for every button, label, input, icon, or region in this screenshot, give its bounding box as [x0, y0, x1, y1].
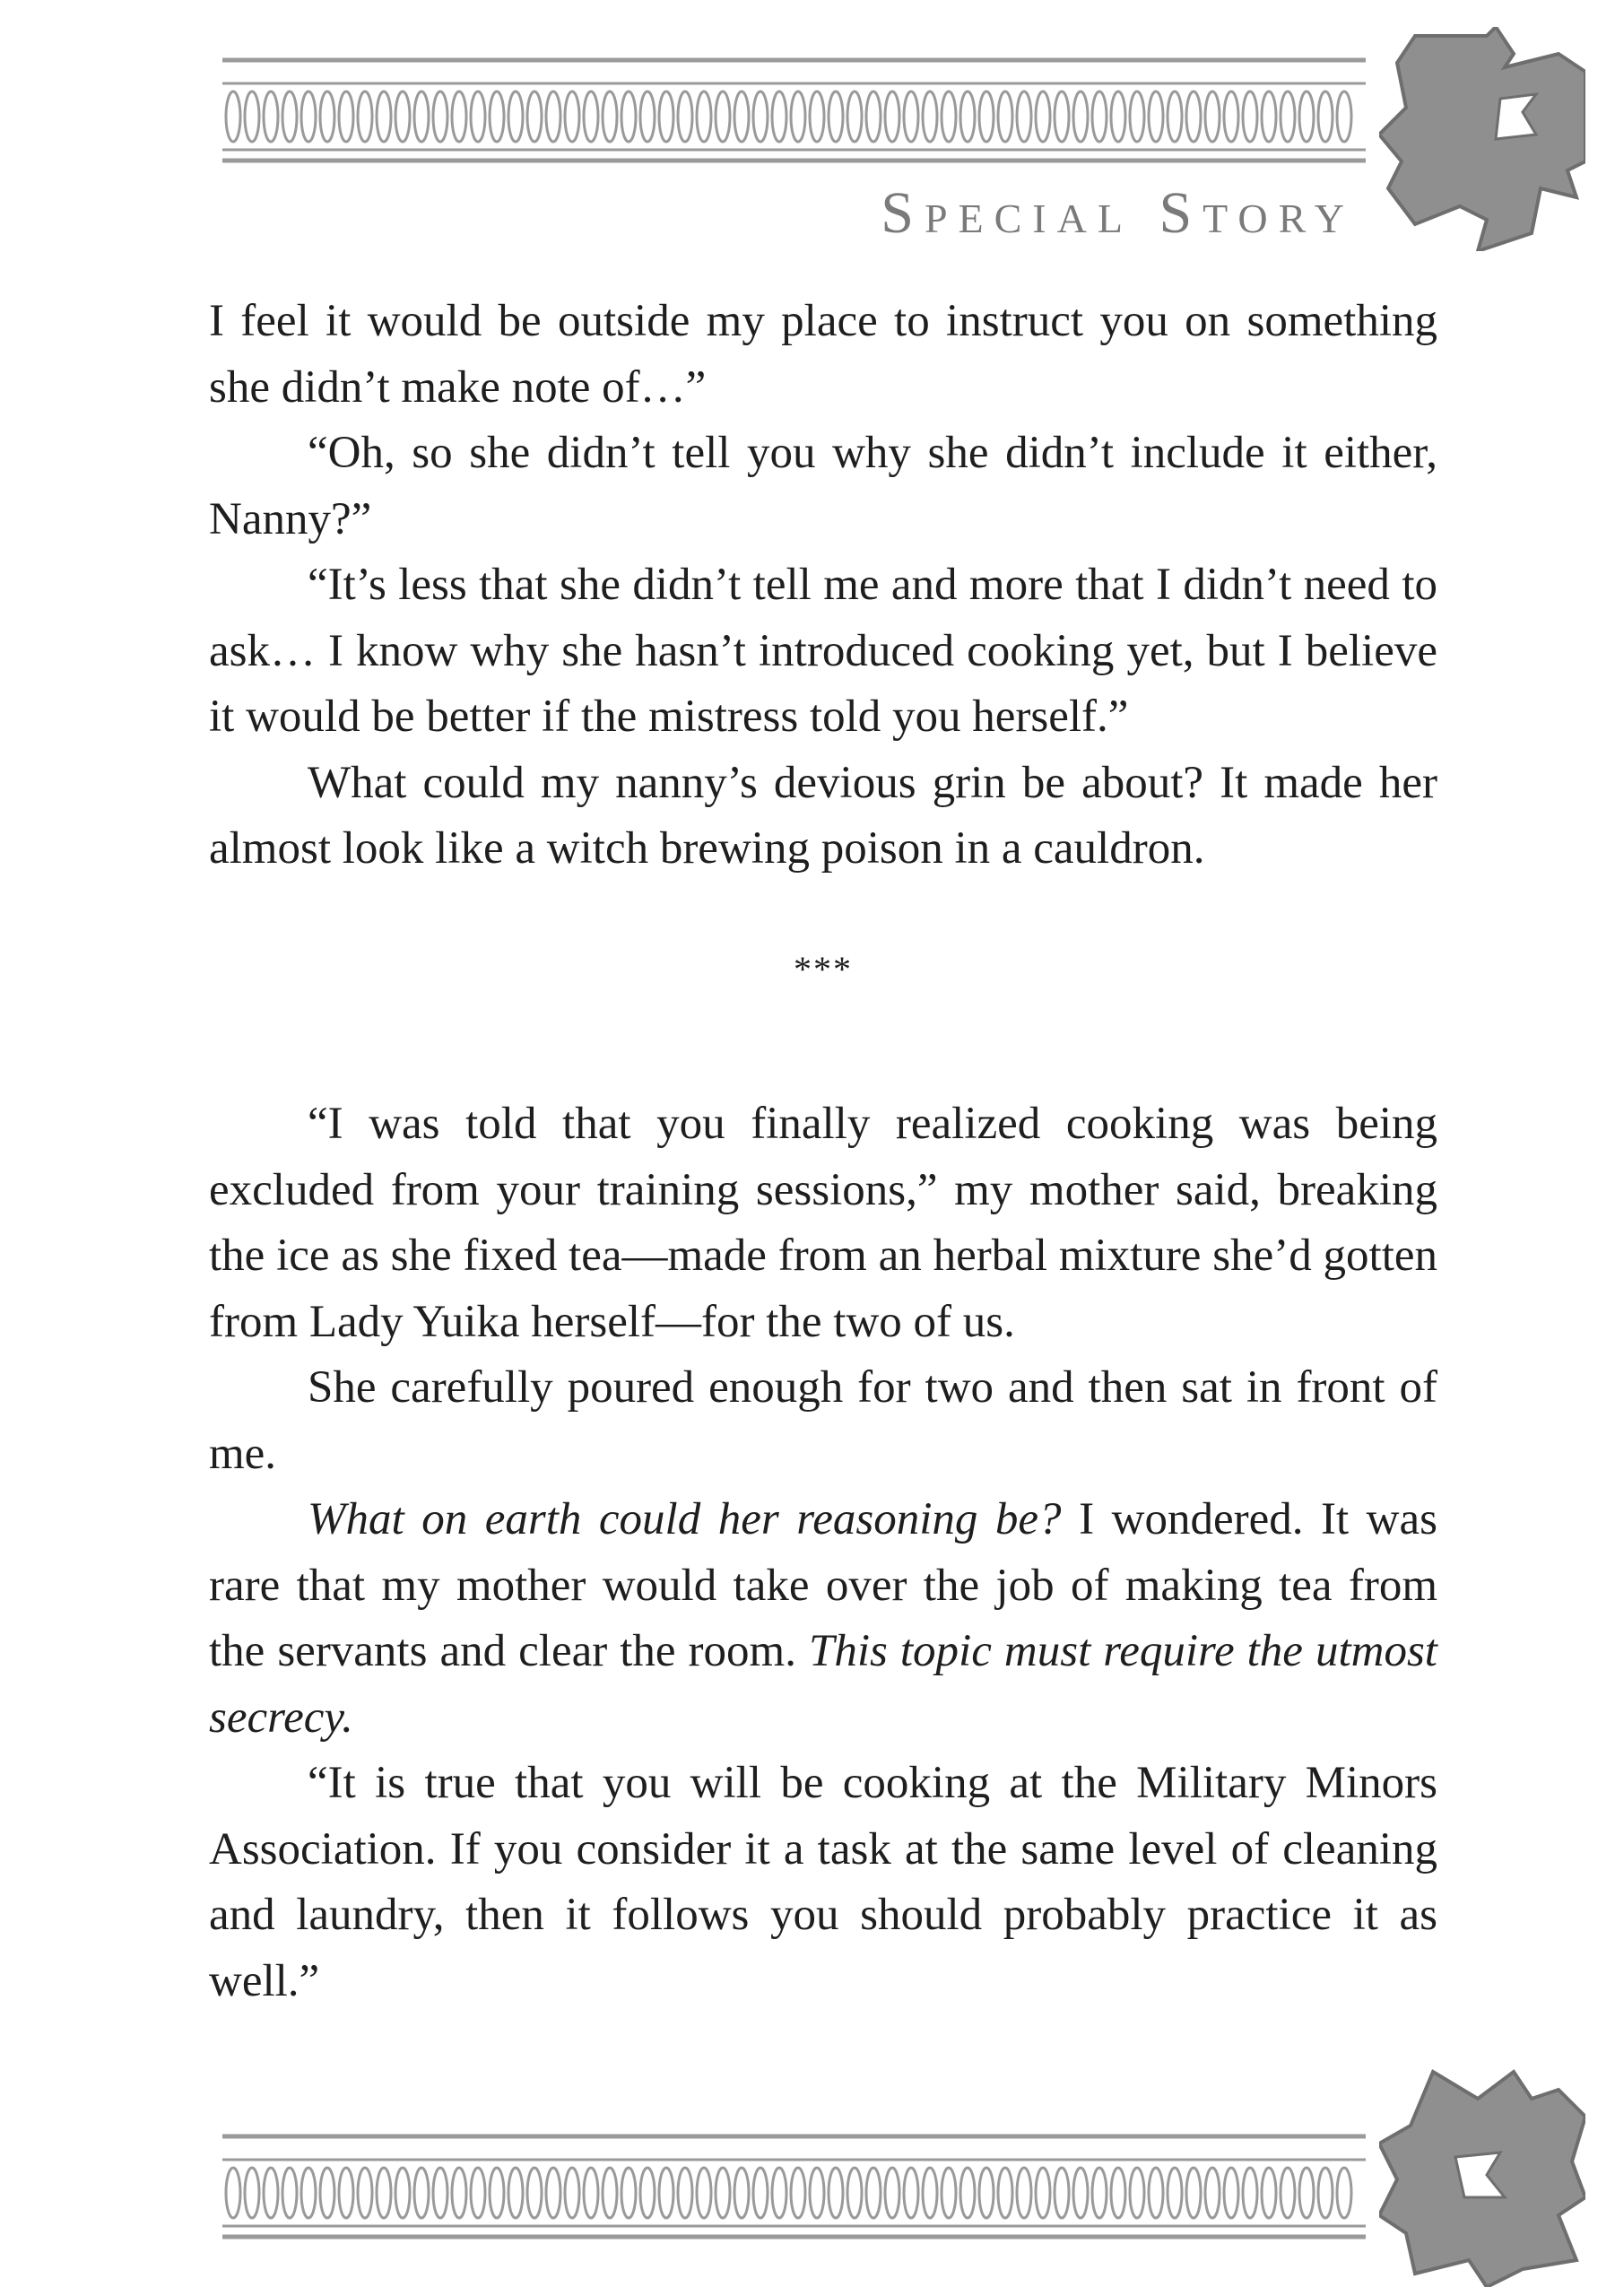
chain-link	[1186, 91, 1201, 142]
chain-link	[659, 2168, 673, 2218]
chain-link	[603, 91, 617, 142]
chain-link	[452, 2168, 466, 2218]
chain-link	[1017, 2168, 1031, 2218]
chain-link	[621, 91, 636, 142]
chain-link-border-icon	[222, 2126, 1366, 2242]
paragraph	[209, 1487, 1437, 1751]
chain-link	[471, 2168, 485, 2218]
paragraph-text: I wondered. It was rare that my mother would take over the job of making tea from the servants and clear the room.	[209, 1494, 1437, 1676]
chain-link	[395, 91, 410, 142]
chain-link	[339, 91, 353, 142]
chain-link	[282, 2168, 297, 2218]
bottom-border-ornament	[222, 2126, 1366, 2242]
chain-link	[226, 2168, 240, 2218]
chain-link	[810, 91, 824, 142]
chain-link	[734, 2168, 749, 2218]
page-body	[209, 289, 1437, 2014]
paragraph: “Oh, so she didn’t tell you why she didn’t include it either, Nanny?”	[209, 428, 1437, 544]
chain-link	[433, 91, 447, 142]
puzzle-piece-corner-icon	[1379, 2063, 1585, 2287]
chain-link-border-icon	[222, 49, 1366, 166]
chain-link	[960, 2168, 975, 2218]
chain-link	[282, 91, 297, 142]
chain-link	[1243, 91, 1257, 142]
chain-link	[226, 91, 240, 142]
chain-link	[678, 91, 692, 142]
chain-link	[772, 2168, 786, 2218]
chain-link	[546, 2168, 560, 2218]
chain-link	[697, 91, 711, 142]
chain-link	[471, 91, 485, 142]
chain-link	[301, 2168, 316, 2218]
chain-link	[753, 91, 768, 142]
chain-link	[734, 91, 749, 142]
chain-link	[565, 2168, 579, 2218]
chain-link	[885, 2168, 899, 2218]
chain-link	[1299, 2168, 1314, 2218]
chain-link	[979, 2168, 994, 2218]
paragraph: “It is true that you will be cooking at the Military Minors Association. If you consider it a task at the same level of cleaning and laundry, then it follows you should probably practice it as well.”	[209, 1758, 1437, 2006]
chain-link	[1055, 2168, 1069, 2218]
chain-link	[320, 2168, 334, 2218]
chain-link	[1205, 91, 1220, 142]
chain-link	[998, 91, 1012, 142]
paragraph: She carefully poured enough for two and then sat in front of me.	[209, 1362, 1437, 1479]
chain-link	[452, 91, 466, 142]
chain-link	[527, 2168, 542, 2218]
chain-link	[490, 91, 504, 142]
italic-thought: This topic must require the utmost secrecy.	[209, 1626, 1437, 1743]
chain-link	[1318, 91, 1333, 142]
chain-link	[1337, 91, 1351, 142]
chain-link	[866, 91, 881, 142]
chain-link	[1262, 2168, 1276, 2218]
chain-link	[847, 2168, 862, 2218]
chain-link	[395, 2168, 410, 2218]
chain-link	[960, 91, 975, 142]
chain-link	[772, 91, 786, 142]
chain-link	[659, 91, 673, 142]
paragraph: “I was told that you finally realized cooking was being excluded from your training sessions,” my mother said, breaking the ice as she fixed tea—made from an herbal mixture she’d gotten from Lady Yuika herself—for the two of us.	[209, 1099, 1437, 1347]
chain-link	[433, 2168, 447, 2218]
chain-link	[1262, 91, 1276, 142]
chain-link	[1318, 2168, 1333, 2218]
chain-link	[245, 2168, 259, 2218]
chain-link	[1149, 91, 1163, 142]
chain-link	[829, 2168, 843, 2218]
chain-link	[640, 2168, 655, 2218]
chain-link	[942, 91, 956, 142]
chain-link	[414, 91, 429, 142]
chain-link	[942, 2168, 956, 2218]
chain-link	[866, 2168, 881, 2218]
chain-link	[1036, 91, 1050, 142]
chain-link	[1186, 2168, 1201, 2218]
chain-link	[320, 91, 334, 142]
chain-link	[527, 91, 542, 142]
chain-link	[1130, 2168, 1144, 2218]
paragraph: What could my nanny’s devious grin be about? It made her almost look like a witch brewing poison in a cauldron.	[209, 757, 1437, 874]
chain-link	[339, 2168, 353, 2218]
chain-link	[791, 2168, 805, 2218]
chain-link	[603, 2168, 617, 2218]
chain-link	[1224, 91, 1238, 142]
chain-link	[490, 2168, 504, 2218]
chain-link	[584, 91, 598, 142]
chain-link	[584, 2168, 598, 2218]
chain-link	[508, 91, 523, 142]
paragraph: “It’s less that she didn’t tell me and more that I didn’t need to ask… I know why she hasn’t introduced cooking yet, but I believe it would be better if the mistress told you herself.”	[209, 560, 1437, 742]
paragraph: I feel it would be outside my place to instruct you on something she didn’t make note of…”	[209, 296, 1437, 413]
chain-link	[264, 91, 278, 142]
chain-link	[1243, 2168, 1257, 2218]
chain-link	[904, 2168, 918, 2218]
chain-link	[621, 2168, 636, 2218]
chain-link	[264, 2168, 278, 2218]
chain-link	[640, 91, 655, 142]
chain-link	[1337, 2168, 1351, 2218]
chain-link	[1281, 2168, 1295, 2218]
chain-link	[753, 2168, 768, 2218]
chain-link	[1224, 2168, 1238, 2218]
chain-link	[697, 2168, 711, 2218]
chain-link	[923, 91, 937, 142]
chain-link	[829, 91, 843, 142]
chain-link	[1168, 2168, 1182, 2218]
chain-link	[998, 2168, 1012, 2218]
chain-link	[1036, 2168, 1050, 2218]
section-title: Special Story	[881, 180, 1355, 246]
chain-link	[1205, 2168, 1220, 2218]
chain-link	[1073, 2168, 1088, 2218]
scene-break: ***	[794, 948, 853, 989]
chain-link	[358, 2168, 372, 2218]
chain-link	[1092, 91, 1107, 142]
chain-link	[1299, 91, 1314, 142]
chain-link	[678, 2168, 692, 2218]
chain-link	[904, 91, 918, 142]
chain-link	[810, 2168, 824, 2218]
chain-link	[508, 2168, 523, 2218]
chain-link	[377, 91, 391, 142]
chain-link	[1168, 91, 1182, 142]
top-border-ornament	[222, 49, 1366, 166]
chain-link	[1017, 91, 1031, 142]
chain-link	[923, 2168, 937, 2218]
chain-link	[1111, 91, 1125, 142]
chain-link	[546, 91, 560, 142]
italic-thought: What on earth could her reasoning be?	[308, 1494, 1062, 1544]
chain-link	[1073, 91, 1088, 142]
chain-link	[414, 2168, 429, 2218]
puzzle-piece-corner-icon	[1379, 27, 1585, 251]
chain-link	[245, 91, 259, 142]
chain-link	[979, 91, 994, 142]
chain-link	[847, 91, 862, 142]
chain-link	[358, 91, 372, 142]
chain-link	[565, 91, 579, 142]
chain-link	[1149, 2168, 1163, 2218]
chain-link	[716, 91, 730, 142]
chain-link	[1111, 2168, 1125, 2218]
chain-link	[1055, 91, 1069, 142]
chain-link	[1281, 91, 1295, 142]
chain-link	[791, 91, 805, 142]
chain-link	[1130, 91, 1144, 142]
chain-link	[301, 91, 316, 142]
chain-link	[1092, 2168, 1107, 2218]
chain-link	[377, 2168, 391, 2218]
chain-link	[885, 91, 899, 142]
chain-link	[716, 2168, 730, 2218]
